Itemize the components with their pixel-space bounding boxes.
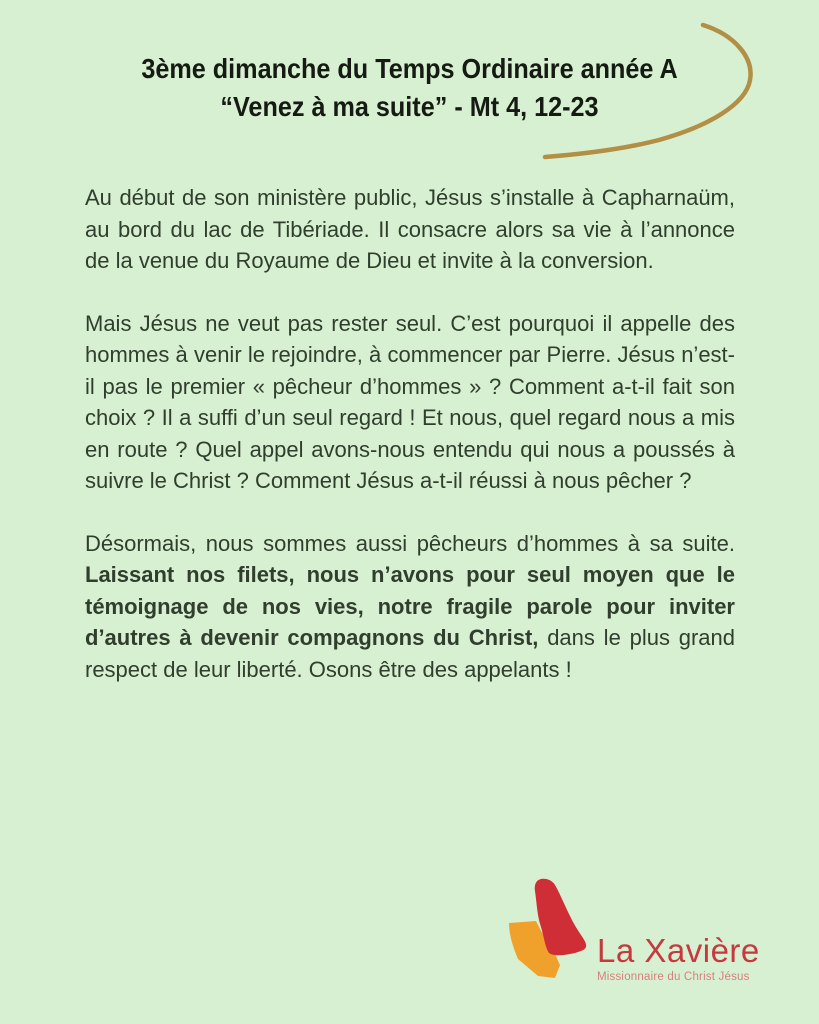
la-xaviere-logo-mark-icon (505, 877, 593, 984)
article-body (85, 182, 735, 685)
page-title-line2: “Venez à ma suite” - Mt 4, 12-23 (220, 91, 599, 122)
paragraph-3 (85, 528, 735, 686)
paragraph-3-start: Désormais, nous sommes aussi pêcheurs d’hommes à sa suite. (85, 530, 735, 556)
logo-name: La Xavière (597, 932, 760, 969)
logo-text-block (597, 934, 760, 984)
logo-tagline: Missionnaire du Christ Jésus (597, 971, 750, 983)
paragraph-2: Mais Jésus ne veut pas rester seul. C’est pourquoi il appelle des hommes à venir le rejoindre, à commencer par Pierre. Jésus n’est-il pas le premier « pêcheur d’hommes » ? Comment a-t-il fait son choix ? Il a suffi d’un seul regard ! Et nous, quel regard nous a mis en route ? Quel appel avons-nous entendu qui nous a poussés à suivre le Christ ? Comment Jésus a-t-il réussi à nous pêcher ? (85, 310, 735, 493)
paragraph-1: Au début de son ministère public, Jésus s’installe à Capharnaüm, au bord du lac de Tibériade. Il consacre alors sa vie à l’annonce de la venue du Royaume de Dieu et invite à la conversion. (85, 185, 735, 273)
la-xaviere-logo (505, 877, 760, 984)
paragraph-3-end: dans le plus grand respect de leur liberté. Osons être des appelants ! (85, 625, 735, 682)
page-title-line1: 3ème dimanche du Temps Ordinaire année A (141, 53, 678, 84)
paragraph-3-bold-emphasis: Laissant nos filets, nous n’avons pour seul moyen que le témoignage de nos vies, notre fragile parole pour inviter d’autres à devenir compagnons du Christ, (85, 562, 735, 650)
